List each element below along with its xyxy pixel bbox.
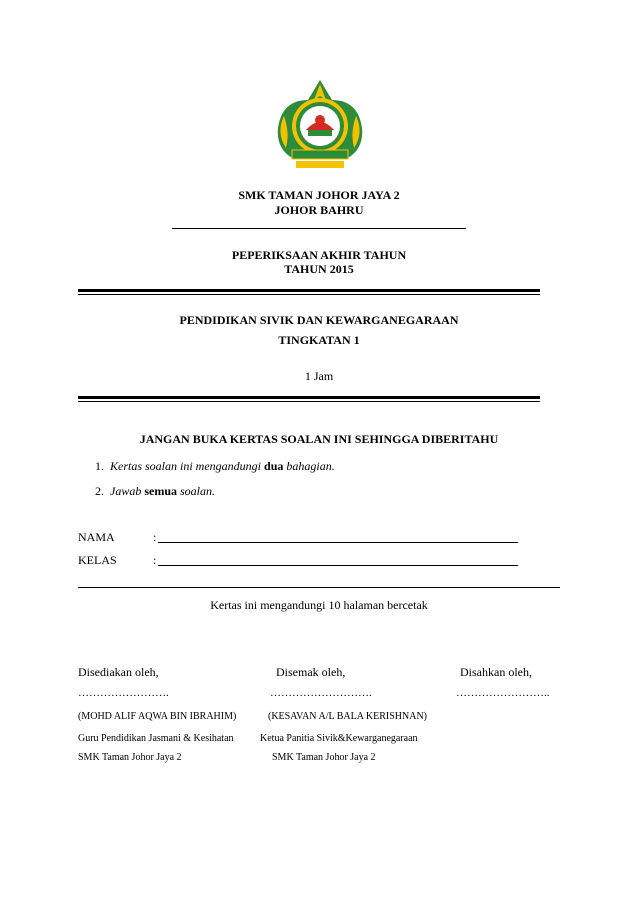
instruction-text: Kertas soalan ini mengandungi: [110, 459, 265, 473]
name-colon: :: [153, 530, 157, 544]
header-underline: [172, 228, 466, 229]
instruction-emphasis: semua: [144, 484, 178, 498]
exam-year: TAHUN 2015: [284, 262, 354, 276]
name-label: NAMA: [78, 530, 115, 544]
instruction-1: [95, 459, 335, 474]
checked-by-label: Disemak oleh,: [276, 665, 346, 679]
instruction-emphasis: dua: [264, 459, 284, 473]
checked-by-school: SMK Taman Johor Jaya 2: [272, 752, 376, 763]
class-field[interactable]: [158, 565, 518, 566]
prepared-by-school: SMK Taman Johor Jaya 2: [78, 752, 182, 763]
school-crest-icon: [270, 78, 370, 170]
prepared-by-name: (MOHD ALIF AQWA BIN IBRAHIM): [78, 711, 237, 722]
school-name: SMK TAMAN JOHOR JAYA 2: [238, 188, 400, 202]
instruction-text: bahagian.: [283, 459, 335, 473]
instruction-number: 1.: [95, 459, 104, 473]
warning-text: JANGAN BUKA KERTAS SOALAN INI SEHINGGA DIBERITAHU: [139, 432, 499, 446]
exam-title: PEPERIKSAAN AKHIR TAHUN: [231, 248, 407, 262]
class-colon: :: [153, 553, 157, 567]
instruction-2: [95, 484, 215, 499]
school-city: JOHOR BAHRU: [274, 203, 364, 217]
subject-name: PENDIDIKAN SIVIK DAN KEWARGANEGARAAN: [179, 313, 459, 327]
instruction-text: Jawab: [110, 484, 145, 498]
divider-top: [78, 289, 540, 295]
prepared-by-signature-line: …………………….: [78, 687, 169, 699]
prepared-by-label: Disediakan oleh,: [78, 665, 159, 679]
instruction-number: 2.: [95, 484, 104, 498]
page-count-note: Kertas ini mengandungi 10 halaman bercetak: [210, 598, 428, 612]
prepared-by-position: Guru Pendidikan Jasmani & Kesihatan: [78, 733, 234, 744]
divider-bottom: [78, 587, 560, 588]
divider-middle: [78, 396, 540, 402]
name-field[interactable]: [158, 542, 518, 543]
checked-by-signature-line: ……………………….: [270, 687, 372, 699]
instruction-text: soalan.: [177, 484, 216, 498]
checked-by-name: (KESAVAN A/L BALA KERISHNAN): [268, 711, 427, 722]
class-label: KELAS: [78, 553, 117, 567]
subject-form: TINGKATAN 1: [278, 333, 360, 347]
checked-by-position: Ketua Panitia Sivik&Kewarganegaraan: [260, 733, 418, 744]
exam-duration: 1 Jam: [304, 369, 334, 383]
approved-by-signature-line: ……………………..: [456, 687, 550, 699]
approved-by-label: Disahkan oleh,: [460, 665, 532, 679]
